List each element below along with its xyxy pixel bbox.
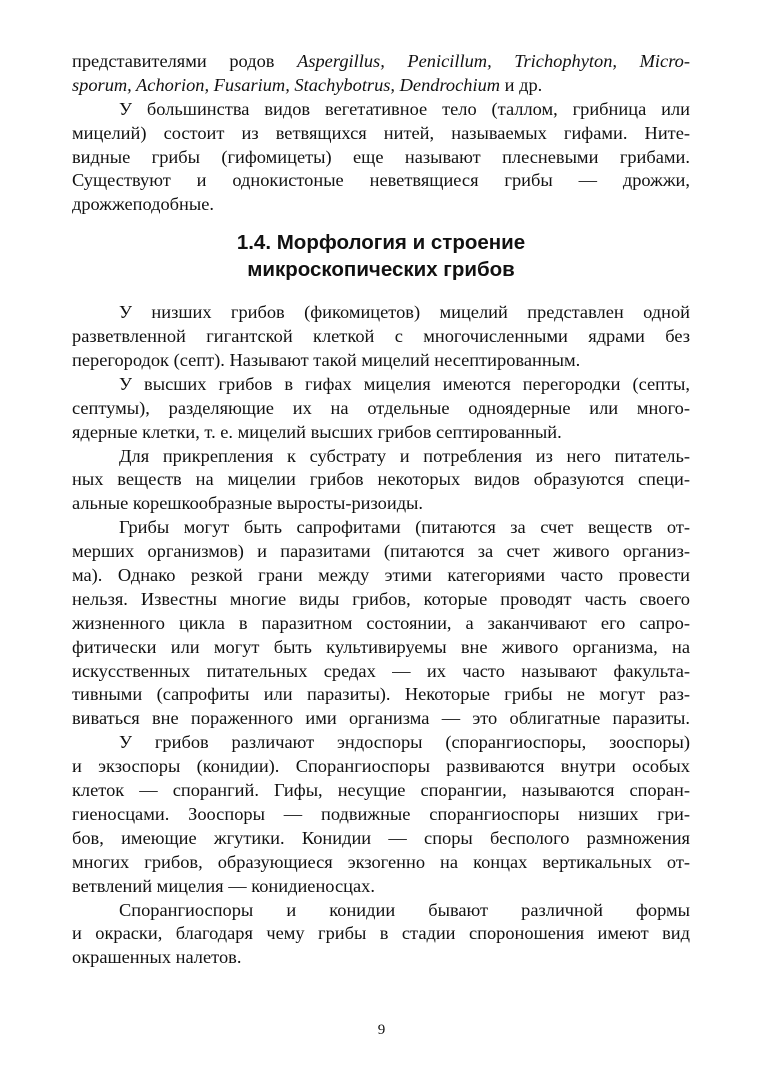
text-line: Грибы могут быть сапрофитами (питаются за счет веществ от- bbox=[119, 517, 690, 538]
section-paragraph-5 bbox=[72, 731, 690, 898]
text-line: ядерные клетки, т. е. мицелий высших грибов септированный. bbox=[72, 421, 562, 442]
text-line: бов, имеющие жгутики. Конидии — споры бесполого размножения bbox=[72, 827, 690, 848]
section-paragraph-1 bbox=[72, 301, 690, 373]
text-line: ветвлений мицелия — конидиеносцах. bbox=[72, 875, 375, 896]
text-line: разветвленной гигантской клеткой с многочисленными ядрами без bbox=[72, 326, 690, 347]
text-line: ных веществ на мицелии грибов некоторых видов образуются специ- bbox=[72, 469, 690, 490]
text-line: У низших грибов (фикомицетов) мицелий представлен одной bbox=[119, 302, 690, 323]
intro-paragraph-1 bbox=[72, 50, 690, 98]
text-line: видные грибы (гифомицеты) еще называют плесневыми грибами. bbox=[72, 146, 690, 167]
text-line: гиеносцами. Зооспоры — подвижные спорангиоспоры низших гри- bbox=[72, 803, 690, 824]
text-span: представителями родов bbox=[72, 51, 298, 71]
text-line: многих грибов, образующиеся экзогенно на концах вертикальных от- bbox=[72, 851, 690, 872]
text-line: У высших грибов в гифах мицелия имеются перегородки (септы, bbox=[119, 373, 690, 394]
intro-paragraph-2 bbox=[72, 98, 690, 217]
text-line: мицелий) состоит из ветвящихся нитей, называемых гифами. Ните- bbox=[72, 122, 690, 143]
text-line: Существуют и однокистоные неветвящиеся грибы — дрожжи, bbox=[72, 170, 690, 191]
text-line: фитически или могут быть культивируемы вне живого организма, на bbox=[72, 636, 690, 657]
text-line: У грибов различают эндоспоры (спорангиоспоры, зооспоры) bbox=[119, 732, 690, 753]
text-line: мерших организмов) и паразитами (питаются за счет живого организ- bbox=[72, 541, 690, 562]
page-number: 9 bbox=[377, 1022, 386, 1038]
text-line bbox=[72, 74, 690, 98]
section-paragraph-3 bbox=[72, 445, 690, 517]
section-heading-line-1: 1.4. Морфология и строение bbox=[236, 231, 526, 255]
text-line: виваться вне пораженного ими организма — это облигатные паразиты. bbox=[72, 708, 690, 729]
section-paragraph-2 bbox=[72, 373, 690, 445]
text-line: альные корешкообразные выросты-ризоиды. bbox=[72, 493, 424, 514]
text-line: ма). Однако резкой грани между этими категориями часто провести bbox=[72, 565, 690, 586]
text-line: У большинства видов вегетативное тело (таллом, грибница или bbox=[119, 98, 690, 119]
section-paragraph-4 bbox=[72, 516, 690, 731]
text-line: нельзя. Известны многие виды грибов, которые проводят часть своего bbox=[72, 588, 690, 609]
text-line: Для прикрепления к субстрату и потребления из него питатель- bbox=[119, 445, 690, 466]
text-line: дрожжеподобные. bbox=[72, 194, 214, 215]
text-line: искусственных питательных средах — их часто называют факульта- bbox=[72, 660, 690, 681]
text-line: Спорангиоспоры и конидии бывают различной формы bbox=[119, 899, 690, 920]
section-heading bbox=[72, 229, 690, 283]
text-line: септумы), разделяющие их на отдельные одноядерные или много- bbox=[72, 397, 690, 418]
page-body bbox=[72, 50, 690, 970]
text-span: и др. bbox=[500, 74, 543, 95]
text-line: и экзоспоры (конидии). Спорангиоспоры развиваются внутри особых bbox=[72, 756, 690, 777]
section-heading-line-2: микроскопических грибов bbox=[247, 258, 515, 282]
text-line bbox=[72, 50, 690, 74]
text-line: и окраски, благодаря чему грибы в стадии спороношения имеют вид bbox=[72, 923, 690, 944]
section-paragraph-6 bbox=[72, 899, 690, 971]
genus-names-italic: Aspergillus, Penicillum, Trichophyton, Micro- bbox=[297, 51, 690, 71]
text-line: окрашенных налетов. bbox=[72, 947, 242, 968]
text-line: жизненного цикла в паразитном состоянии, а заканчивают его сапро- bbox=[72, 612, 690, 633]
genus-names-italic: sporum, Achorion, Fusarium, Stachybotrus, Dendrochium bbox=[72, 74, 501, 95]
text-line: тивными (сапрофиты или паразиты). Некоторые грибы не могут раз- bbox=[72, 684, 690, 705]
text-line: клеток — спорангий. Гифы, несущие спорангии, называются споран- bbox=[72, 780, 690, 801]
text-line: перегородок (септ). Называют такой мицелий несептированным. bbox=[72, 350, 581, 371]
